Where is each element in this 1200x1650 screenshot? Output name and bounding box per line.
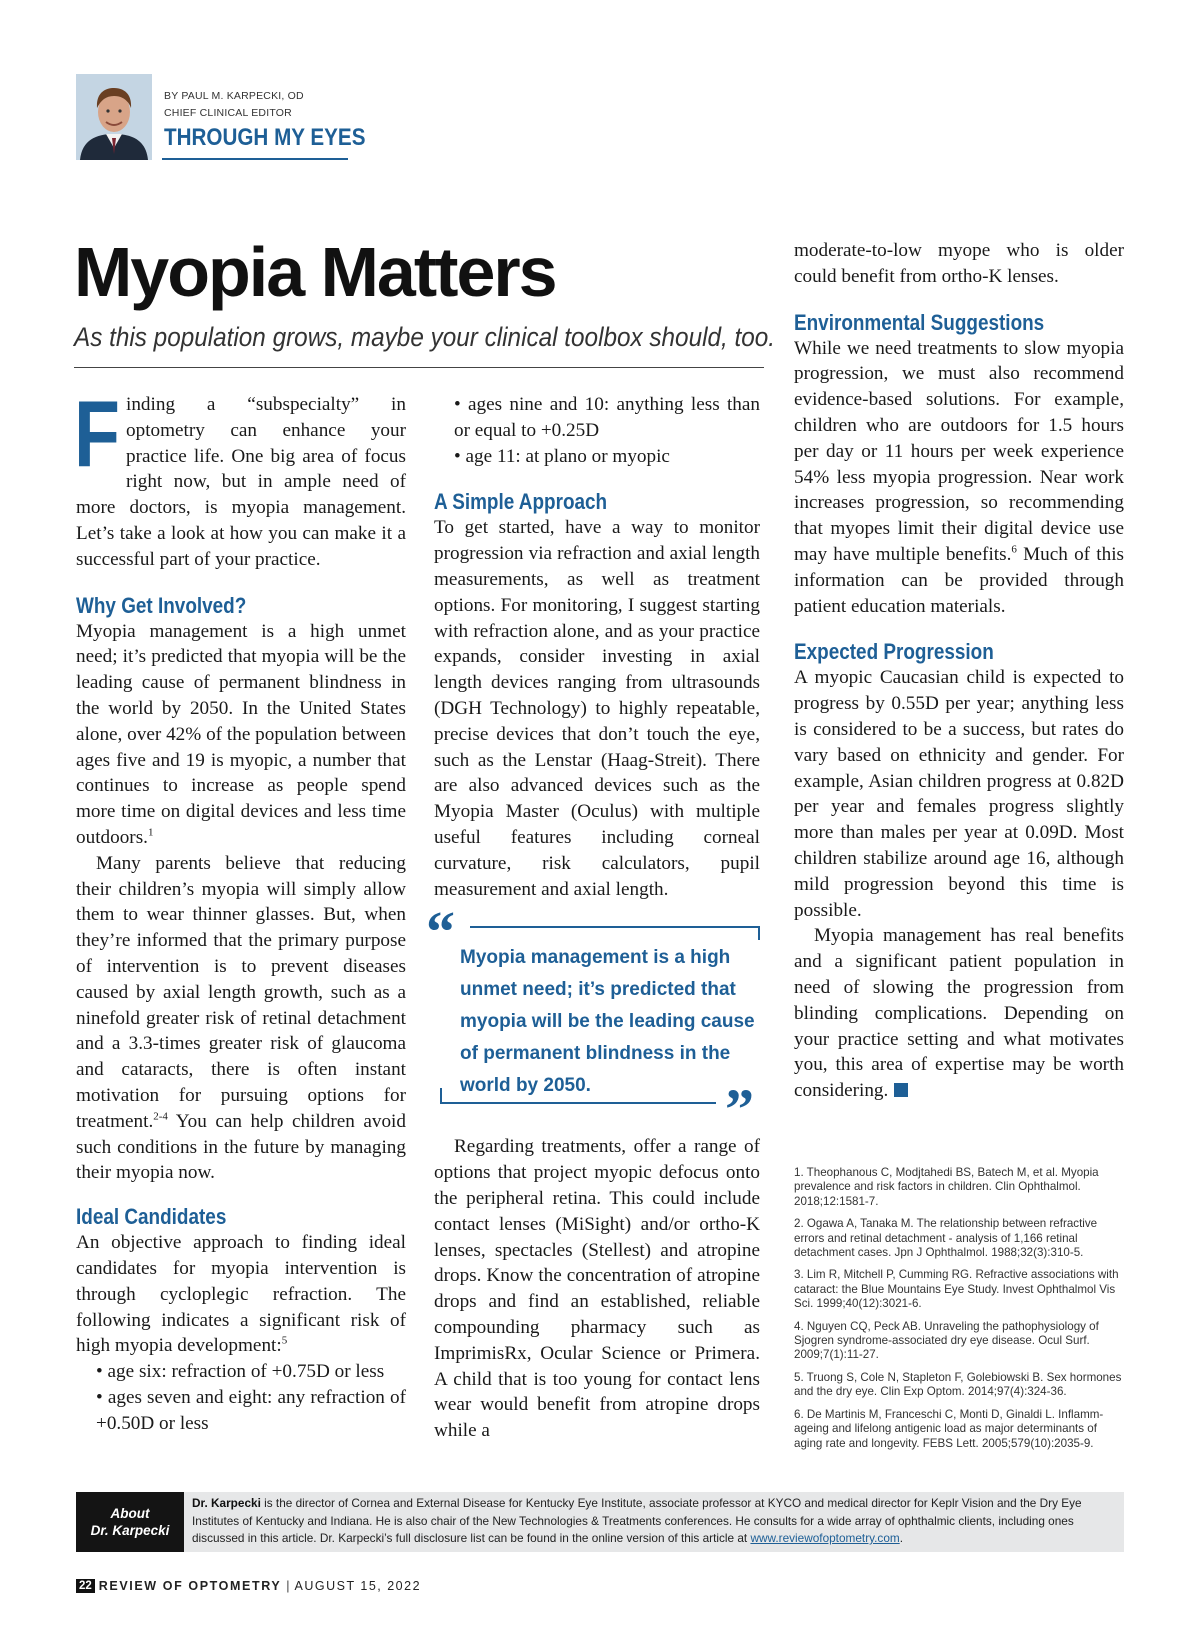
citation: 5	[281, 1334, 288, 1347]
paragraph-expected-2	[794, 923, 1124, 1104]
paragraph-text: Myopia management is a high unmet need; it’s predicted that myopia will be the leading cause of permanent blindness in the world by 2050. In the United States alone, over 42% of the population between ages five and 19 is myopic, a number that continues to increase as people spend more time on digital devices and less time outdoors.	[76, 620, 406, 848]
author-photo	[76, 74, 152, 160]
paragraph-text: Much of this information can be provided through patient education materials.	[794, 543, 1124, 617]
heading-environmental-suggestions: Environmental Suggestions	[794, 309, 1045, 335]
byline	[164, 88, 304, 122]
column-1	[74, 381, 406, 1436]
page-footer	[76, 1579, 421, 1593]
intro-paragraph	[74, 381, 406, 573]
pull-quote-top-rule	[470, 926, 760, 928]
column-3	[794, 238, 1124, 1104]
pull-quote-text: Myopia management is a high unmet need; it’s predicted that myopia will be the leading cause of permanent blindness in the world by 2050.	[460, 947, 755, 1097]
header-rule	[162, 158, 348, 160]
about-label	[76, 1492, 184, 1552]
article-subtitle: As this population grows, maybe your clinical toolbox should, too.	[74, 322, 776, 352]
intro-text: inding a “subspecialty” in optometry can enhance your practice life. One big area of focus right now, but in ample need of more doctors, is myopia management. Let’s take a look at how you can make it a successful part of your practice.	[76, 394, 406, 570]
paragraph-text: You can help children avoid such conditions in the future by managing their myopia now.	[76, 1110, 406, 1184]
heading-a-simple-approach: A Simple Approach	[434, 489, 608, 515]
publication-name: REVIEW OF OPTOMETRY	[98, 1579, 282, 1593]
author-role: CHIEF CLINICAL EDITOR	[164, 107, 292, 119]
page-number: 22	[76, 1579, 95, 1593]
reference-item: 6. De Martinis M, Franceschi C, Monti D, Ginaldi L. Inflamm-ageing and lifelong antigenic load as major determinants of aging rate and longevity. FEBS Lett. 2005;579(10):2035-9.	[794, 1407, 1104, 1450]
reference-item: 4. Nguyen CQ, Peck AB. Unraveling the pathophysiology of Sjogren syndrome-associated dry eye disease. Ocul Surf. 2009;7(1):11-27.	[794, 1319, 1099, 1362]
drop-cap: F	[74, 381, 120, 486]
about-text	[192, 1495, 1116, 1548]
author-name: BY PAUL M. KARPECKI, OD	[164, 90, 304, 102]
paragraph-text: While we need treatments to slow myopia progression, we must also recommend evidence-based solutions. For example, children who are outdoors for 1.5 hours per day or 11 hours per week experience 54% less myopia progression. Near work increases progression, so recommending that myopes limit their digital device use may have multiple benefits.	[794, 337, 1124, 565]
citation: 2-4	[153, 1110, 168, 1123]
publication-date: AUGUST 15, 2022	[294, 1579, 422, 1593]
list-item: • age six: refraction of +0.75D or less	[96, 1361, 385, 1383]
paragraph-simple-approach: To get started, have a way to monitor progression via refraction and axial length measurements, as well as treatment options. For monitoring, I suggest starting with refraction alone, and as your practice expands, consider investing in axial length devices ranging from ultrasounds (DGH Technology) to highly repeatable, precise devices that don’t touch the eye, such as the Lenstar (Haag-Streit). There are also advanced devices such as the Myopia Master (Oculus) with multiple useful features including corneal curvature, risk calculators, pupil measurement and axial length.	[434, 517, 760, 900]
about-body: is the director of Cornea and External Disease for Kentucky Eye Institute, associate professor at KYCO and medical director for Keplr Vision and the Dry Eye Institutes of Kentucky and Indiana. He is also chair of the New Technologies & Treatments conferences. He consults for a wide array of ophthalmic clients, including ones discussed in this article. Dr. Karpecki’s full disclosure list can be found in the online version of this article at	[192, 1496, 1082, 1545]
article-title: Myopia Matters	[74, 233, 556, 311]
close-quote-icon: ”	[725, 1077, 754, 1143]
citation: 6	[1011, 543, 1017, 556]
title-divider	[74, 367, 764, 368]
reference-item: 2. Ogawa A, Tanaka M. The relationship between refractive errors and retinal detachment - analysis of 1,166 retinal detachment cases. Jpn J Ophthalmol. 1988;32(3):310-5.	[794, 1217, 1098, 1260]
footer-separator: |	[286, 1579, 290, 1593]
list-item: • age 11: at plano or myopic	[454, 445, 670, 467]
paragraph-treatments: Regarding treatments, offer a range of options that project myopic defocus onto the peripheral retina. This could include contact lenses (MiSight) and/or ortho-K lenses, spectacles (Stellest) and atropine drops. Know the concentration of atropine drops and find an established, reliable compounding pharmacy such as ImprimisRx, Ocular Science or Primera. A child that is too young for contact lens wear would benefit from atropine drops while a	[434, 1136, 760, 1442]
list-item: • ages nine and 10: anything less than or equal to +0.25D	[454, 394, 760, 441]
pull-quote-bottom-rule	[440, 1102, 716, 1104]
paragraph-expected-1: A myopic Caucasian child is expected to progress by 0.55D per year; anything less is considered to be a success, but rates do vary based on ethnicity and gender. For example, Asian children progress at 0.82D per year and females progress slightly more than males per year at 0.09D. Most children stabilize around age 16, although mild progression beyond this time is possible.	[794, 667, 1124, 921]
paragraph-environmental	[794, 336, 1124, 620]
pull-quote-top-tick	[758, 926, 760, 940]
end-mark-icon	[894, 1083, 908, 1097]
column-name: THROUGH MY EYES	[164, 124, 366, 151]
column-2	[426, 392, 760, 1444]
citation: 1	[147, 826, 154, 839]
paragraph-text: Many parents believe that reducing their children’s myopia will simply allow them to wear thinner glasses. But, when they’re informed that the primary purpose of intervention is to prevent diseases caused by axial length growth, such as a ninefold greater risk of retinal detachment and a 3.3-times greater risk of glaucoma and cataracts, there is often instant motivation for pursuing options for treatment.	[76, 852, 406, 1132]
reference-item: 3. Lim R, Mitchell P, Cumming RG. Refractive associations with cataract: the Blue Mountains Eye Study. Invest Ophthalmol Vis Sci. 1999;40(12):3021-6.	[794, 1268, 1119, 1311]
list-item: • ages seven and eight: any refraction of +0.50D or less	[96, 1386, 406, 1434]
column-header	[76, 74, 396, 162]
about-label-line-2: Dr. Karpecki	[90, 1523, 170, 1538]
paragraph-text: An objective approach to finding ideal candidates for myopia intervention is through cycloplegic refraction. The following indicates a significant risk of high myopia development:	[76, 1232, 406, 1357]
heading-expected-progression: Expected Progression	[794, 639, 994, 665]
about-end: .	[899, 1531, 903, 1545]
paragraph-why-1	[76, 619, 406, 851]
paragraph-ideal	[76, 1230, 406, 1359]
paragraph-text: Myopia management has real benefits and a significant patient population in need of slowing the progression from blinding complications. Depending on your practice setting and what motivates you, this area of expertise may be worth considering.	[794, 925, 1124, 1102]
reference-item: 1. Theophanous C, Modjtahedi BS, Batech M, et al. Myopia prevalence and risk factors in children. Clin Ophthalmol. 2018;12:1581-7.	[794, 1166, 1099, 1208]
open-quote-icon: “	[426, 899, 455, 965]
heading-why-get-involved: Why Get Involved?	[76, 592, 247, 618]
references-list	[794, 1166, 1124, 1459]
about-author-box	[76, 1492, 1124, 1552]
about-label-line-1: About	[110, 1506, 150, 1521]
about-name: Dr. Karpecki	[192, 1496, 261, 1510]
heading-ideal-candidates: Ideal Candidates	[76, 1204, 227, 1230]
pull-quote	[426, 899, 760, 1143]
website-link[interactable]: www.reviewofoptometry.com	[750, 1531, 900, 1545]
paragraph-why-2	[76, 851, 406, 1186]
reference-item: 5. Truong S, Cole N, Stapleton F, Golebiowski B. Sex hormones and the dry eye. Clin Exp Optom. 2014;97(4):324-36.	[794, 1370, 1122, 1399]
paragraph-continued: moderate-to-low myope who is older could benefit from ortho-K lenses.	[794, 240, 1124, 287]
